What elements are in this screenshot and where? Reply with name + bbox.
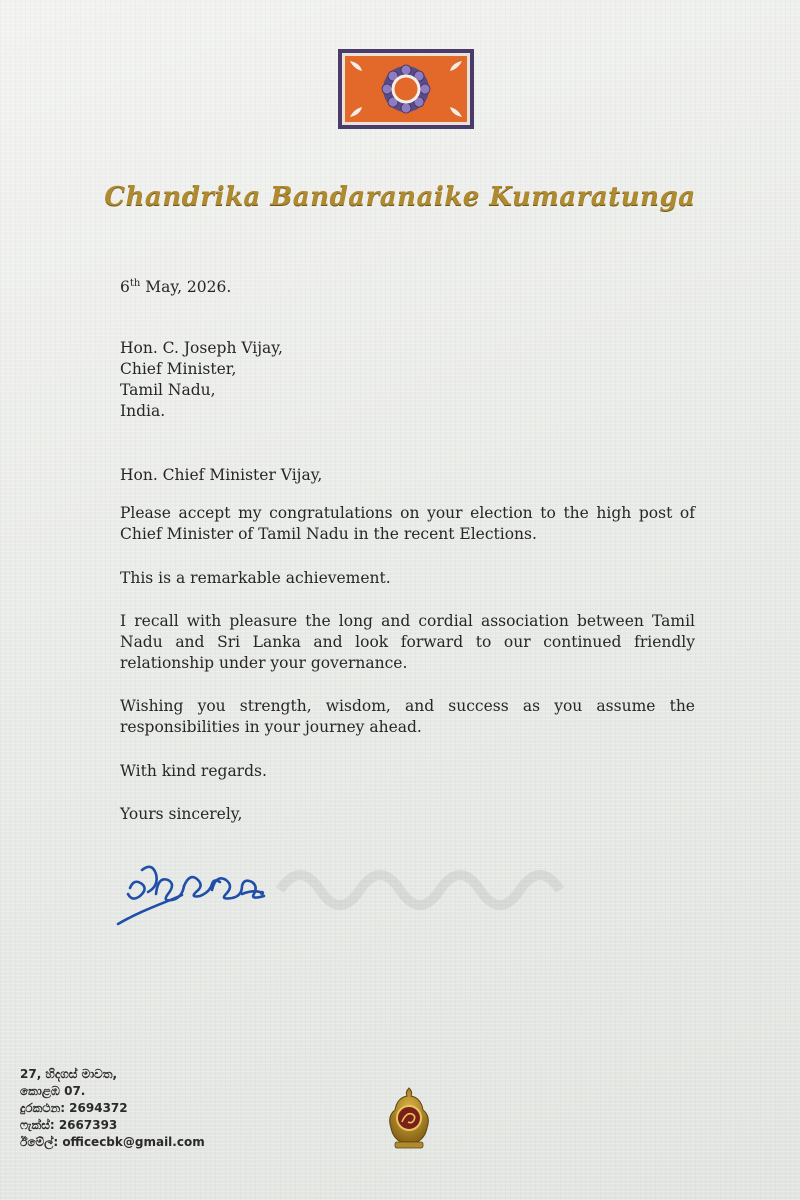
recipient-address xyxy=(120,338,695,422)
salutation: Hon. Chief Minister Vijay, xyxy=(120,466,323,484)
signature-icon xyxy=(112,850,282,930)
emblem-icon xyxy=(386,1086,432,1152)
footer-email: ඊමේල්: officecbk@gmail.com xyxy=(20,1135,205,1149)
recipient-line: India. xyxy=(120,402,166,420)
letterhead-name: Chandrika Bandaranaike Kumaratunga xyxy=(104,182,696,212)
paragraph: Wishing you strength, wisdom, and success as you assume the responsibilities in your journey ahead. xyxy=(120,697,695,736)
recipient-line: Tamil Nadu, xyxy=(120,381,216,399)
paragraph: This is a remarkable achievement. xyxy=(120,569,391,587)
paragraph: I recall with pleasure the long and cordial association between Tamil Nadu and Sri Lanka and look forward to our continued friendly relationship under your governance. xyxy=(120,612,695,672)
recipient-line: Chief Minister, xyxy=(120,360,237,378)
flag-icon xyxy=(338,49,474,129)
paragraph: Please accept my congratulations on your election to the high post of Chief Minister of Tamil Nadu in the recent Elections. xyxy=(120,504,695,543)
footer-address xyxy=(20,1066,205,1151)
footer-address-line: 27, හිදගස් මාවත, xyxy=(20,1067,118,1081)
letter-date: 6th May, 2026. xyxy=(120,278,232,297)
closing-regards: With kind regards. xyxy=(120,762,267,780)
footer-phone: දුරකථන: 2694372 xyxy=(20,1101,128,1115)
closing-sincerely: Yours sincerely, xyxy=(120,805,243,823)
footer-address-line: කොළඹ 07. xyxy=(20,1084,86,1098)
footer-fax: ෆැක්ස්: 2667393 xyxy=(20,1118,118,1132)
recipient-line: Hon. C. Joseph Vijay, xyxy=(120,339,283,357)
watermark-icon xyxy=(270,850,600,920)
